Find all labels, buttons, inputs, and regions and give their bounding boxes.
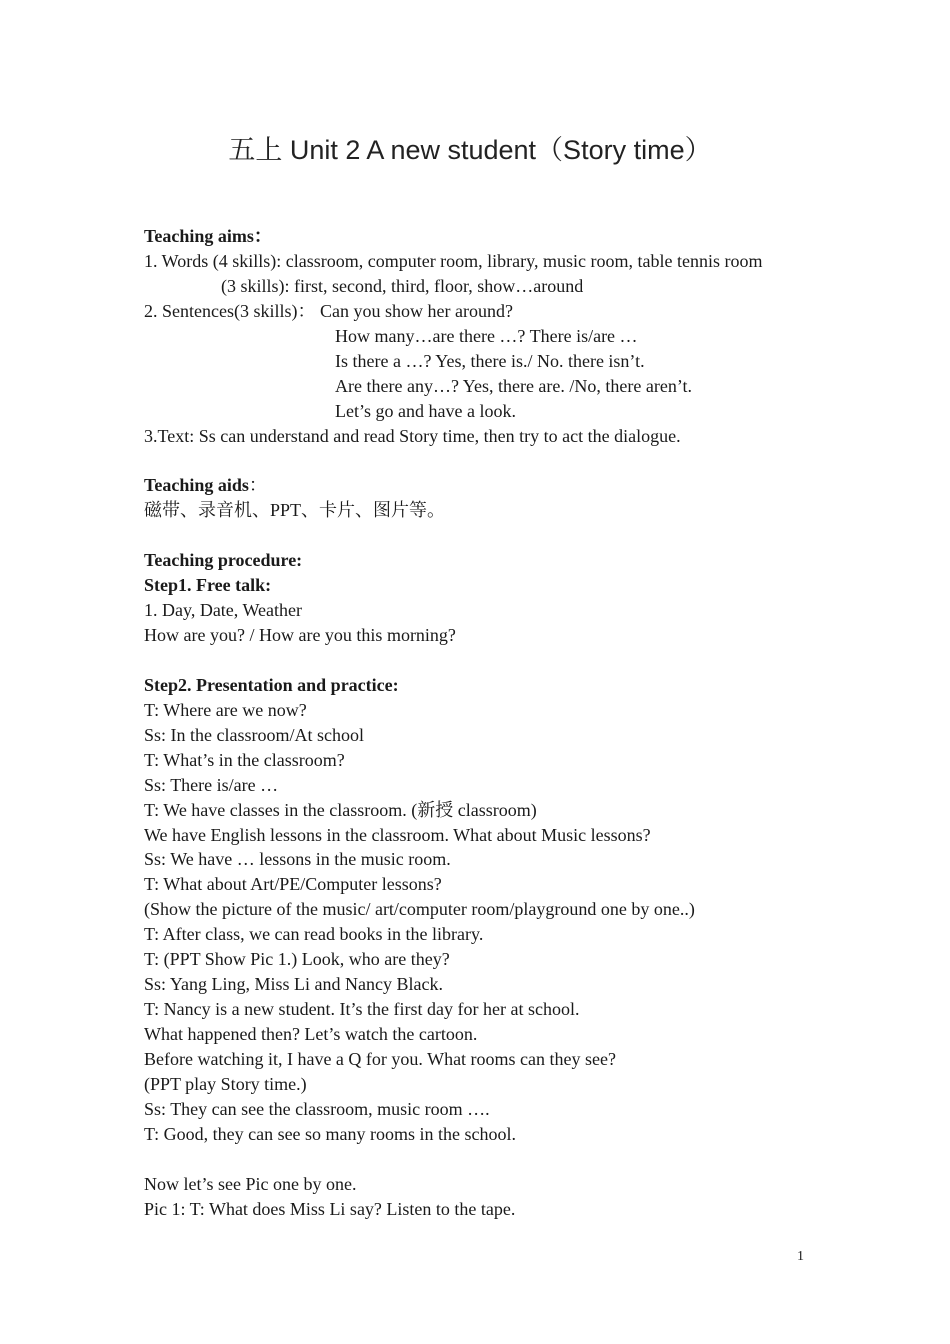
step2-line: T: What about Art/PE/Computer lessons?	[144, 874, 442, 895]
step2-line: T: After class, we can read books in the library.	[144, 924, 484, 945]
aims-text-line: 3.Text: Ss can understand and read Story time, then try to act the dialogue.	[144, 425, 681, 446]
step1-line: How are you? / How are you this morning?	[144, 625, 456, 645]
step2-line: We have English lessons in the classroom. What about Music lessons?	[144, 824, 651, 845]
step2-line: What happened then? Let’s watch the cartoon.	[144, 1024, 478, 1044]
teaching-aids-heading	[144, 473, 844, 498]
step2-line: (Show the picture of the music/ art/computer room/playground one by one..)	[144, 899, 695, 920]
sentence-item: Is there a …? Yes, there is./ No. there isn’t.	[335, 350, 645, 371]
step1-line: 1. Day, Date, Weather	[144, 600, 302, 621]
step2-heading: Step2. Presentation and practice:	[144, 674, 399, 695]
aids-heading-text: Teaching aids	[144, 475, 249, 496]
aims-sentences-line	[144, 299, 844, 324]
blank-line	[144, 1147, 844, 1172]
step2-line: Ss: Yang Ling, Miss Li and Nancy Black.	[144, 974, 443, 995]
aids-items: 磁带、录音机、PPT、卡片、图片等。	[144, 500, 446, 521]
document-title: 五上 Unit 2 A new student（Story time）	[228, 135, 712, 165]
sentence-item: Are there any…? Yes, there are. /No, there aren’t.	[335, 375, 693, 396]
sentence-item: Let’s go and have a look.	[335, 400, 516, 421]
blank-line	[144, 523, 844, 548]
blank-line	[144, 448, 844, 473]
aims-words-line-2: (3 skills): first, second, third, floor, show…around	[221, 275, 584, 296]
procedure-line: Now let’s see Pic one by one.	[144, 1173, 357, 1194]
step2-line: Ss: We have … lessons in the music room.	[144, 849, 451, 870]
step2-line: Before watching it, I have a Q for you. What rooms can they see?	[144, 1048, 616, 1069]
step1-heading: Step1. Free talk:	[144, 575, 272, 596]
step2-line: Ss: There is/are …	[144, 774, 279, 795]
step2-line: T: Where are we now?	[144, 699, 307, 720]
procedure-line: Pic 1: T: What does Miss Li say? Listen to the tape.	[144, 1198, 516, 1219]
step2-line: Ss: In the classroom/At school	[144, 724, 364, 745]
sentences-label: 2. Sentences(3 skills)：	[144, 300, 316, 321]
aids-heading-colon: ：	[248, 475, 267, 496]
step2-line: T: What’s in the classroom?	[144, 749, 345, 770]
step2-line: T: Nancy is a new student. It’s the first day for her at school.	[144, 999, 580, 1020]
blank-line	[144, 648, 844, 673]
page-number: 1	[797, 1249, 804, 1264]
step2-line: T: Good, they can see so many rooms in the school.	[144, 1123, 517, 1144]
teaching-aims-heading: Teaching aims：	[144, 226, 272, 246]
sentence-item: How many…are there …? There is/are …	[335, 325, 638, 346]
step2-line: Ss: They can see the classroom, music room ….	[144, 1098, 490, 1119]
procedure-heading: Teaching procedure:	[144, 550, 303, 571]
aims-words-line: 1. Words (4 skills): classroom, computer room, library, music room, table tennis room	[144, 250, 763, 271]
sentence-item: Can you show her around?	[319, 300, 513, 321]
step2-line: T: (PPT Show Pic 1.) Look, who are they?	[144, 949, 450, 970]
document-body	[144, 224, 844, 1222]
step2-line: (PPT play Story time.)	[144, 1073, 307, 1094]
step2-line: T: We have classes in the classroom. (新授 classroom)	[144, 799, 537, 820]
